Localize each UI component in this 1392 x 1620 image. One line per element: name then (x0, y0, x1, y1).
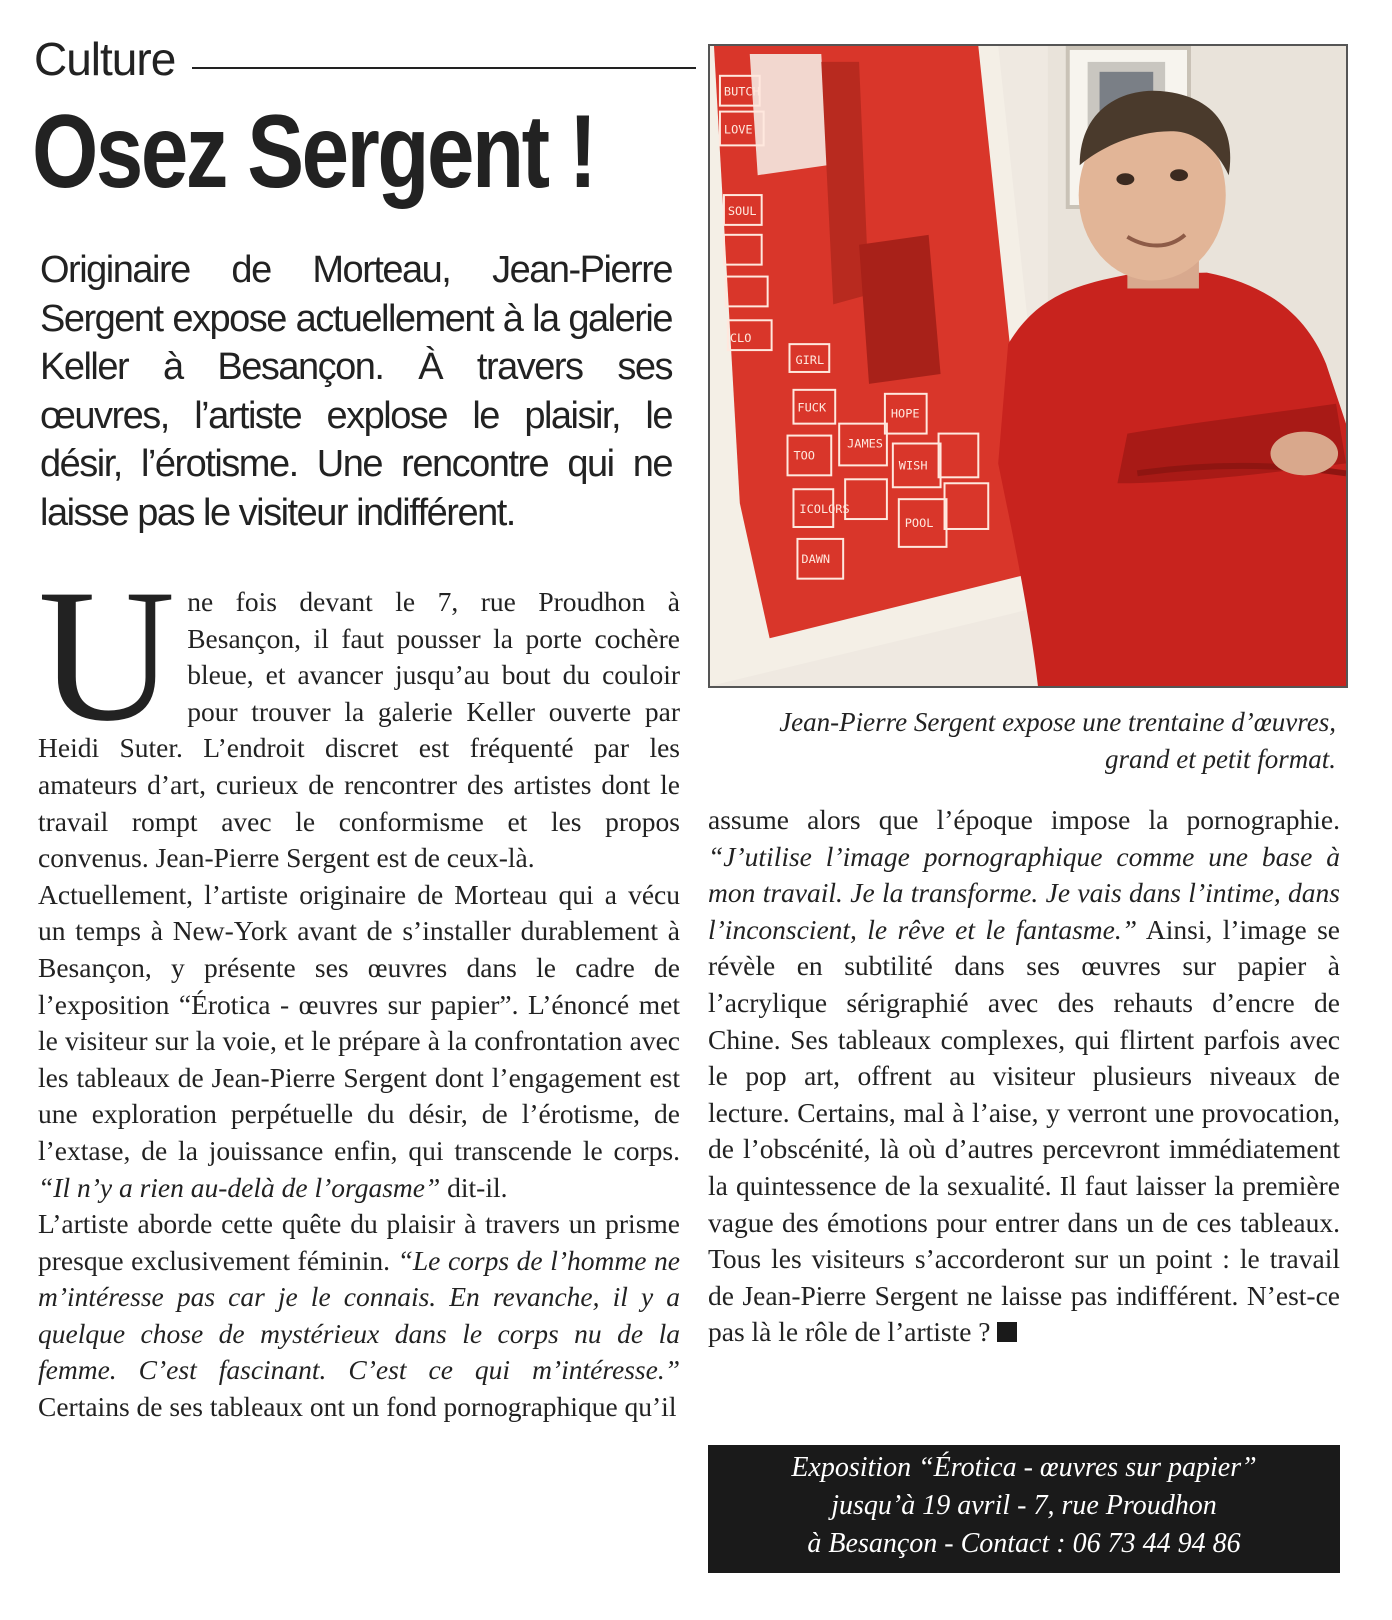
info-box (708, 1445, 1340, 1573)
svg-text:FUCK: FUCK (797, 400, 827, 415)
svg-text:HOPE: HOPE (890, 406, 920, 421)
paragraph-3-end: Certains de ses tableaux ont un fond pornographique qu’il (38, 1391, 677, 1423)
info-line-2: jusqu’à 19 avril - 7, rue Proudhon (831, 1490, 1217, 1521)
svg-text:POOL: POOL (904, 515, 934, 530)
paragraph-1 (38, 551, 680, 877)
paragraph-3 (38, 1206, 680, 1426)
paragraph-4-text: assume alors que l’époque impose la pornographie. (708, 804, 1340, 835)
paragraph-3-quote: “Le corps de l’homme ne m’intéresse pas car je le connais. En revanche, il y a quelque chose de mystérieux dans le corps nu de la femme. C’est fascinant. C’est ce qui m’intéresse.” (38, 1244, 681, 1386)
section-label: Culture (34, 33, 176, 85)
paragraph-2 (38, 877, 680, 1206)
svg-text:DAWN: DAWN (801, 551, 831, 566)
svg-text:WISH: WISH (898, 458, 928, 473)
photo (708, 44, 1348, 688)
drop-cap: U (38, 551, 176, 761)
paragraph-1-text: ne fois devant le 7, rue Proudhon à Besançon, il faut pousser la porte cochère bleue, et avancer jusqu’au bout du couloir pour trouver la galerie Keller ouverte par Heidi Suter. L’endroit discret est fréquenté par les amateurs d’art, curieux de rencontrer des artistes dont le travail rompt avec le conformisme et les propos convenus. Jean-Pierre Sergent est de ceux-là. (38, 586, 680, 874)
info-line-3: à Besançon - Contact : 06 73 44 94 86 (807, 1528, 1241, 1559)
headline: Osez Sergent ! (32, 94, 595, 210)
section-rule (192, 67, 696, 69)
lede: Originaire de Morteau, Jean-Pierre Sergent expose actuellement à la galerie Keller à Besançon. À travers ses œuvres, l’artiste explose le plaisir, le désir, l’érotisme. Une rencontre qui ne laisse pas le visiteur indifférent. (40, 249, 672, 534)
svg-text:TOO: TOO (793, 448, 815, 463)
article-column-right (708, 802, 1340, 1351)
paragraph-2-quote: “Il n’y a rien au-delà de l’orgasme” (38, 1171, 441, 1203)
svg-text:CLO: CLO (729, 331, 752, 346)
paragraph-4-end: Ainsi, l’image se révèle en subtilité dans ses œuvres sur papier à l’acrylique sérigraphié avec des rehauts d’encre de Chine. Ses tableaux complexes, qui flirtent parfois avec le pop art, offrent au visiteur plusieurs niveaux de lecture. Certains, mal à l’aise, y verront une provocation, de l’obscénité, là où d’autres percevront immédiatement la quintessence de la sexualité. Il faut laisser la première vague des émotions pour entrer dans un de ces tableaux. Tous les visiteurs s’accorderont sur un point : le travail de Jean-Pierre Sergent ne laisse pas indifférent. N’est-ce pas là le rôle de l’artiste ? (708, 913, 1340, 1348)
paragraph-2-end: dit-il. (447, 1171, 508, 1203)
paragraph-4 (708, 802, 1340, 1351)
paragraph-2-text: Actuellement, l’artiste originaire de Morteau qui a vécu un temps à New-York avant de s’installer durablement à Besançon, y présente ses œuvres dans le cadre de l’exposition “Érotica - œuvres sur papier”. L’énoncé met le visiteur sur la voie, et le prépare à la confrontation avec les tableaux de Jean-Pierre Sergent dont l’engagement est une exploration perpétuelle du désir, de l’érotisme, de l’extase, de la jouissance enfin, qui transcende le corps. (38, 878, 680, 1166)
svg-text:ICOLORS: ICOLORS (799, 502, 850, 517)
paragraph-3-text: L’artiste aborde cette quête du plaisir à travers un prisme presque exclusivement féminin. (38, 1208, 680, 1276)
svg-text:GIRL: GIRL (795, 353, 825, 368)
svg-text:BUTCH: BUTCH (723, 84, 760, 99)
svg-text:LOVE: LOVE (723, 122, 753, 137)
svg-text:SOUL: SOUL (727, 203, 757, 218)
photo-caption: Jean-Pierre Sergent expose une trentaine d’œuvres, grand et petit format. (779, 707, 1336, 774)
article-column-left (38, 551, 681, 1426)
info-line-1: Exposition “Érotica - œuvres sur papier” (791, 1452, 1257, 1483)
svg-text:JAMES: JAMES (847, 436, 883, 451)
end-mark (997, 1322, 1017, 1342)
paragraph-4-quote: “J’utilise l’image pornographique comme une base à mon travail. Je la transforme. Je vais dans l’intime, dans l’inconscient, le rêve et le fantasme.” (708, 840, 1340, 945)
